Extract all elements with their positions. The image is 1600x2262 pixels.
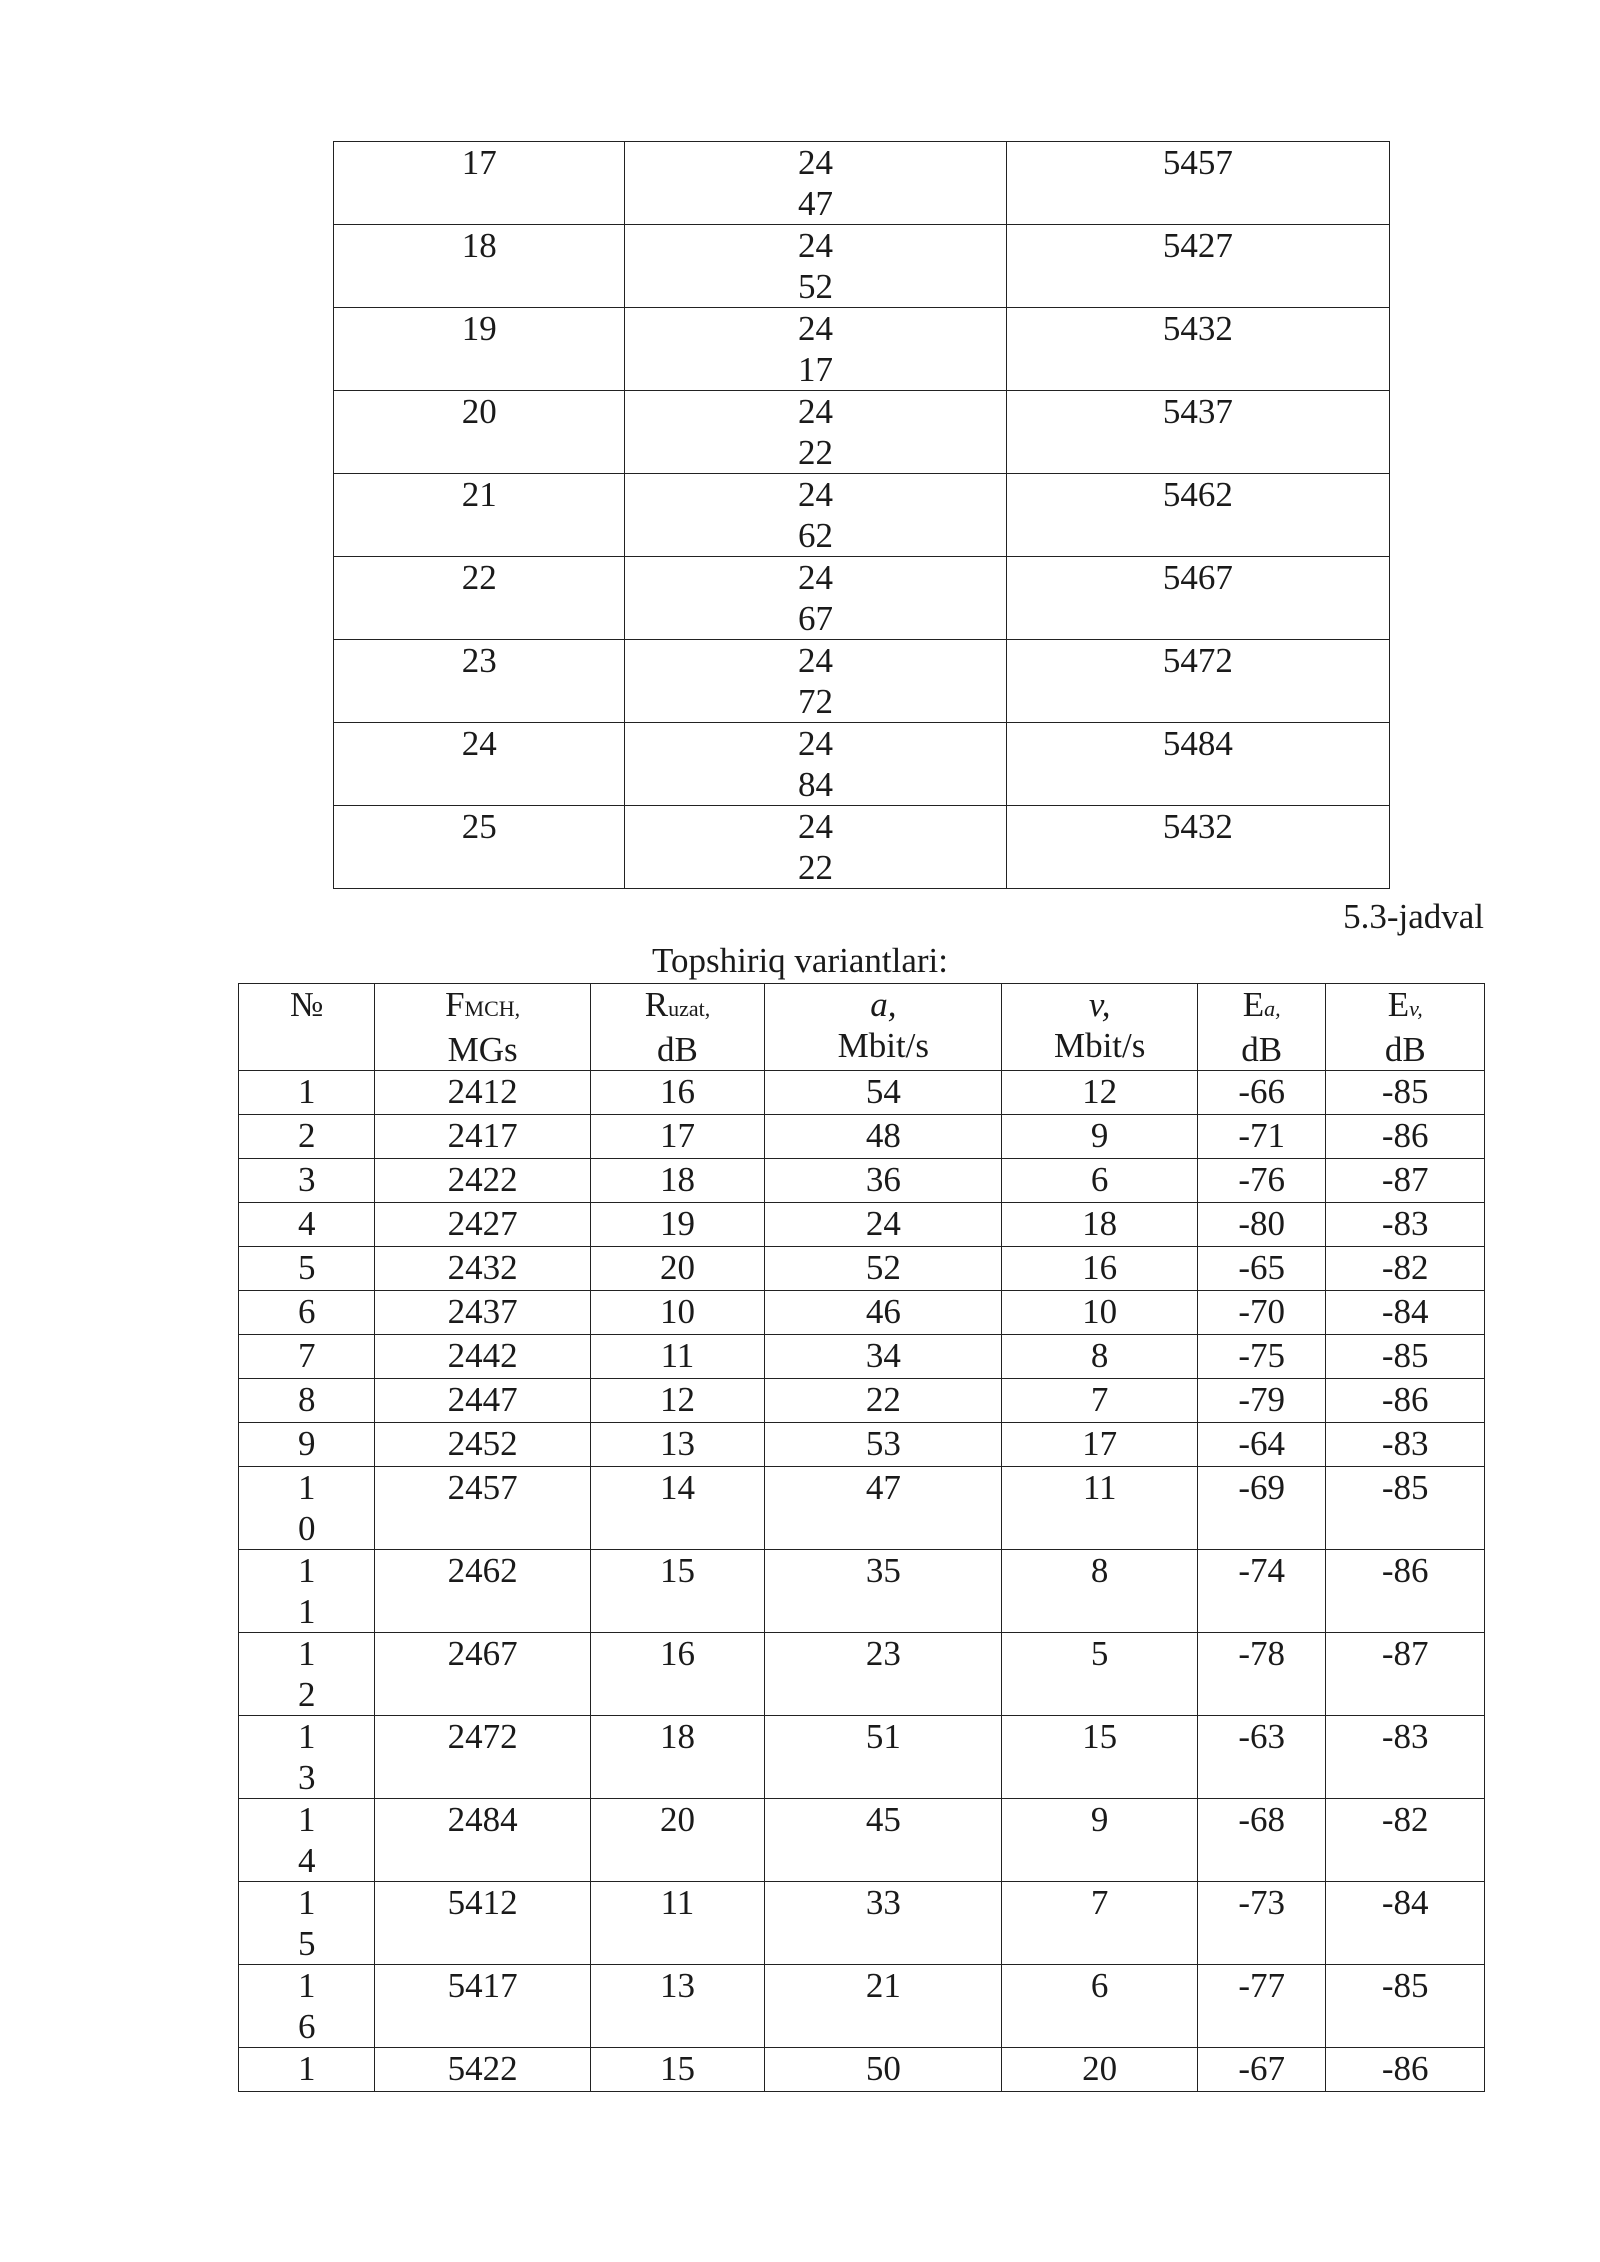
ea-cell: -79 (1197, 1379, 1326, 1423)
variant-number: 11 (297, 1551, 316, 1631)
frequency-cell: 2457 (375, 1467, 590, 1550)
header-a-unit: Mbit/s (837, 1026, 930, 1065)
frequency-cell: 5422 (375, 2048, 590, 2092)
variant-number-cell (239, 1335, 375, 1379)
frequency-cell: 2427 (375, 1203, 590, 1247)
header-number-label: № (290, 985, 324, 1024)
v-cell: 5 (1002, 1633, 1197, 1716)
variants-table-body (239, 1071, 1485, 2092)
variant-number-cell (239, 1716, 375, 1799)
split-value-second: 17 (798, 350, 834, 389)
variants-table-row (239, 1882, 1485, 1965)
ev-cell: -85 (1326, 1071, 1485, 1115)
frequency-table-row (334, 308, 1390, 391)
variants-table-row (239, 1115, 1485, 1159)
variants-table-row (239, 1799, 1485, 1882)
frequency-table-row (334, 557, 1390, 640)
v-cell: 7 (1002, 1379, 1197, 1423)
v-cell: 17 (1002, 1423, 1197, 1467)
a-cell: 35 (765, 1550, 1002, 1633)
variant-number: 6 (297, 1292, 316, 1331)
ea-cell: -63 (1197, 1716, 1326, 1799)
r-uzat-cell: 18 (590, 1159, 764, 1203)
split-value-first: 24 (798, 641, 834, 680)
ev-cell: -83 (1326, 1203, 1485, 1247)
variant-number: 8 (297, 1380, 316, 1419)
header-ea-main: E (1242, 985, 1265, 1024)
variant-number: 5 (297, 1248, 316, 1287)
variants-table-row (239, 1965, 1485, 2048)
r-uzat-cell: 15 (590, 2048, 764, 2092)
variant-number: 9 (297, 1424, 316, 1463)
split-value-cell (625, 308, 1006, 391)
variant-number: 16 (297, 1966, 316, 2046)
header-ev-unit: dB (1384, 1030, 1426, 1069)
split-value-first: 24 (798, 558, 834, 597)
header-ev-main: E (1387, 985, 1410, 1024)
r-uzat-cell: 11 (590, 1335, 764, 1379)
split-value-cell (625, 474, 1006, 557)
variant-number: 1 (297, 2049, 316, 2088)
variant-number: 12 (297, 1634, 316, 1714)
variants-table-header (239, 984, 1485, 1071)
frequency-cell: 2422 (375, 1159, 590, 1203)
a-cell: 33 (765, 1882, 1002, 1965)
a-cell: 46 (765, 1291, 1002, 1335)
split-value-second: 52 (798, 267, 834, 306)
ea-cell: -80 (1197, 1203, 1326, 1247)
ev-cell: -83 (1326, 1423, 1485, 1467)
ev-cell: -86 (1326, 1379, 1485, 1423)
split-value-second: 62 (798, 516, 834, 555)
split-value-cell (625, 391, 1006, 474)
split-value-first: 24 (798, 724, 834, 763)
ev-cell: -83 (1326, 1716, 1485, 1799)
variant-number-cell (239, 1379, 375, 1423)
variant-number-cell (239, 1423, 375, 1467)
ea-cell: -75 (1197, 1335, 1326, 1379)
ev-cell: -86 (1326, 2048, 1485, 2092)
header-r-uzat-symbol (591, 984, 764, 1029)
header-r-uzat-main: R (644, 985, 669, 1024)
a-cell: 24 (765, 1203, 1002, 1247)
variants-table-row (239, 1247, 1485, 1291)
header-r-uzat (590, 984, 764, 1071)
a-cell: 34 (765, 1335, 1002, 1379)
table-title: Topshiriq variantlari: (652, 941, 948, 980)
header-frequency-main: F (445, 985, 465, 1024)
row-number-cell: 25 (334, 806, 625, 889)
header-frequency-sub: MCH, (464, 996, 521, 1021)
variant-number-cell (239, 1291, 375, 1335)
variant-number: 2 (297, 1116, 316, 1155)
ea-cell: -73 (1197, 1882, 1326, 1965)
row-number-cell: 22 (334, 557, 625, 640)
variant-number: 4 (297, 1204, 316, 1243)
row-number-cell: 19 (334, 308, 625, 391)
header-ea (1197, 984, 1326, 1071)
frequency-cell: 2412 (375, 1071, 590, 1115)
variants-table-row (239, 1716, 1485, 1799)
v-cell: 6 (1002, 1159, 1197, 1203)
split-value-cell (625, 640, 1006, 723)
frequency-cell: 5457 (1006, 142, 1389, 225)
r-uzat-cell: 12 (590, 1379, 764, 1423)
a-cell: 45 (765, 1799, 1002, 1882)
frequency-cell: 5412 (375, 1882, 590, 1965)
frequency-cell: 2432 (375, 1247, 590, 1291)
ea-cell: -76 (1197, 1159, 1326, 1203)
frequency-cell: 2472 (375, 1716, 590, 1799)
frequency-cell: 5467 (1006, 557, 1389, 640)
r-uzat-cell: 16 (590, 1071, 764, 1115)
split-value-first: 24 (798, 807, 834, 846)
a-cell: 47 (765, 1467, 1002, 1550)
variant-number: 13 (297, 1717, 316, 1797)
split-value-second: 84 (798, 765, 834, 804)
ea-cell: -74 (1197, 1550, 1326, 1633)
header-ev-symbol (1326, 984, 1484, 1029)
frequency-cell: 5484 (1006, 723, 1389, 806)
variant-number-cell (239, 1115, 375, 1159)
variants-table-row (239, 1291, 1485, 1335)
frequency-table-body (334, 142, 1390, 889)
variant-number-cell (239, 1965, 375, 2048)
r-uzat-cell: 16 (590, 1633, 764, 1716)
split-value-cell (625, 557, 1006, 640)
variants-table-row (239, 1335, 1485, 1379)
ea-cell: -70 (1197, 1291, 1326, 1335)
variants-table (238, 983, 1485, 2092)
v-cell: 20 (1002, 2048, 1197, 2092)
variants-table-row (239, 1203, 1485, 1247)
frequency-cell: 5432 (1006, 806, 1389, 889)
frequency-cell: 5432 (1006, 308, 1389, 391)
variant-number-cell (239, 1467, 375, 1550)
ea-cell: -64 (1197, 1423, 1326, 1467)
r-uzat-cell: 19 (590, 1203, 764, 1247)
split-value-cell (625, 806, 1006, 889)
variants-table-row (239, 1423, 1485, 1467)
r-uzat-cell: 18 (590, 1716, 764, 1799)
ev-cell: -84 (1326, 1291, 1485, 1335)
frequency-cell: 2484 (375, 1799, 590, 1882)
a-cell: 36 (765, 1159, 1002, 1203)
v-cell: 7 (1002, 1882, 1197, 1965)
header-ea-symbol (1198, 984, 1326, 1029)
row-number-cell: 20 (334, 391, 625, 474)
frequency-cell: 5472 (1006, 640, 1389, 723)
v-cell: 9 (1002, 1799, 1197, 1882)
r-uzat-cell: 13 (590, 1965, 764, 2048)
split-value-second: 67 (798, 599, 834, 638)
frequency-cell: 2417 (375, 1115, 590, 1159)
split-value-first: 24 (798, 226, 834, 265)
ev-cell: -82 (1326, 1799, 1485, 1882)
frequency-table-row (334, 142, 1390, 225)
header-v (1002, 984, 1197, 1071)
header-frequency (375, 984, 590, 1071)
ev-cell: -87 (1326, 1633, 1485, 1716)
frequency-cell: 2452 (375, 1423, 590, 1467)
variants-table-row (239, 1467, 1485, 1550)
variants-table-row (239, 1379, 1485, 1423)
r-uzat-cell: 20 (590, 1247, 764, 1291)
frequency-cell: 5427 (1006, 225, 1389, 308)
ea-cell: -68 (1197, 1799, 1326, 1882)
v-cell: 11 (1002, 1467, 1197, 1550)
a-cell: 48 (765, 1115, 1002, 1159)
frequency-cell: 2467 (375, 1633, 590, 1716)
frequency-cell: 2437 (375, 1291, 590, 1335)
row-number-cell: 24 (334, 723, 625, 806)
split-value-second: 47 (798, 184, 834, 223)
ev-cell: -87 (1326, 1159, 1485, 1203)
r-uzat-cell: 13 (590, 1423, 764, 1467)
frequency-cell: 5462 (1006, 474, 1389, 557)
variant-number-cell (239, 1550, 375, 1633)
v-cell: 16 (1002, 1247, 1197, 1291)
variant-number: 14 (297, 1800, 316, 1880)
header-ev (1326, 984, 1485, 1071)
frequency-table-row (334, 391, 1390, 474)
header-r-uzat-sub: uzat, (668, 996, 711, 1021)
split-value-cell (625, 142, 1006, 225)
variant-number: 15 (297, 1883, 316, 1963)
v-cell: 6 (1002, 1965, 1197, 2048)
a-cell: 21 (765, 1965, 1002, 2048)
variants-table-row (239, 1550, 1485, 1633)
variant-number-cell (239, 1882, 375, 1965)
ea-cell: -77 (1197, 1965, 1326, 2048)
variant-number-cell (239, 1071, 375, 1115)
split-value-cell (625, 723, 1006, 806)
v-cell: 8 (1002, 1335, 1197, 1379)
ev-cell: -85 (1326, 1965, 1485, 2048)
header-a (765, 984, 1002, 1071)
a-cell: 53 (765, 1423, 1002, 1467)
variant-number: 1 (297, 1072, 316, 1111)
ev-cell: -85 (1326, 1467, 1485, 1550)
ev-cell: -82 (1326, 1247, 1485, 1291)
header-row (239, 984, 1485, 1071)
ev-cell: -85 (1326, 1335, 1485, 1379)
header-frequency-unit: MGs (447, 1030, 518, 1069)
v-cell: 8 (1002, 1550, 1197, 1633)
ev-cell: -84 (1326, 1882, 1485, 1965)
split-value-second: 22 (798, 848, 834, 887)
a-cell: 51 (765, 1716, 1002, 1799)
variant-number-cell (239, 2048, 375, 2092)
split-value-first: 24 (798, 475, 834, 514)
frequency-table-row (334, 723, 1390, 806)
r-uzat-cell: 15 (590, 1550, 764, 1633)
row-number-cell: 17 (334, 142, 625, 225)
split-value-first: 24 (798, 309, 834, 348)
header-ea-unit: dB (1241, 1030, 1283, 1069)
variant-number-cell (239, 1633, 375, 1716)
frequency-table-row (334, 640, 1390, 723)
frequency-cell: 2462 (375, 1550, 590, 1633)
header-a-main: a, (870, 985, 897, 1024)
r-uzat-cell: 20 (590, 1799, 764, 1882)
frequency-cell: 2442 (375, 1335, 590, 1379)
ea-cell: -78 (1197, 1633, 1326, 1716)
header-v-unit: Mbit/s (1053, 1026, 1146, 1065)
a-cell: 52 (765, 1247, 1002, 1291)
variants-table-row (239, 2048, 1485, 2092)
r-uzat-cell: 11 (590, 1882, 764, 1965)
ev-cell: -86 (1326, 1115, 1485, 1159)
row-number-cell: 21 (334, 474, 625, 557)
frequency-cell: 2447 (375, 1379, 590, 1423)
variant-number-cell (239, 1799, 375, 1882)
v-cell: 12 (1002, 1071, 1197, 1115)
variants-table-row (239, 1071, 1485, 1115)
ea-cell: -69 (1197, 1467, 1326, 1550)
v-cell: 18 (1002, 1203, 1197, 1247)
ev-cell: -86 (1326, 1550, 1485, 1633)
header-r-uzat-unit: dB (657, 1030, 698, 1069)
variant-number-cell (239, 1159, 375, 1203)
split-value-first: 24 (798, 143, 834, 182)
ea-cell: -67 (1197, 2048, 1326, 2092)
variants-table-row (239, 1159, 1485, 1203)
split-value-cell (625, 225, 1006, 308)
a-cell: 50 (765, 2048, 1002, 2092)
v-cell: 9 (1002, 1115, 1197, 1159)
frequency-table (333, 141, 1390, 889)
table-number-caption: 5.3-jadval (1343, 897, 1484, 936)
r-uzat-cell: 10 (590, 1291, 764, 1335)
header-v-main: v, (1088, 985, 1111, 1024)
header-ev-sub: v, (1409, 996, 1423, 1021)
variant-number-cell (239, 1203, 375, 1247)
v-cell: 10 (1002, 1291, 1197, 1335)
ea-cell: -66 (1197, 1071, 1326, 1115)
r-uzat-cell: 14 (590, 1467, 764, 1550)
frequency-table-row (334, 225, 1390, 308)
row-number-cell: 18 (334, 225, 625, 308)
split-value-second: 22 (798, 433, 834, 472)
frequency-cell: 5437 (1006, 391, 1389, 474)
frequency-table-row (334, 806, 1390, 889)
split-value-first: 24 (798, 392, 834, 431)
a-cell: 22 (765, 1379, 1002, 1423)
variants-table-row (239, 1633, 1485, 1716)
frequency-table-row (334, 474, 1390, 557)
split-value-second: 72 (798, 682, 834, 721)
variant-number: 7 (297, 1336, 316, 1375)
header-number (239, 984, 375, 1071)
r-uzat-cell: 17 (590, 1115, 764, 1159)
row-number-cell: 23 (334, 640, 625, 723)
header-ea-sub: a, (1264, 996, 1281, 1021)
variant-number: 3 (297, 1160, 316, 1199)
variant-number-cell (239, 1247, 375, 1291)
variant-number: 10 (297, 1468, 316, 1548)
header-frequency-symbol (375, 984, 589, 1029)
frequency-cell: 5417 (375, 1965, 590, 2048)
v-cell: 15 (1002, 1716, 1197, 1799)
ea-cell: -65 (1197, 1247, 1326, 1291)
ea-cell: -71 (1197, 1115, 1326, 1159)
a-cell: 23 (765, 1633, 1002, 1716)
a-cell: 54 (765, 1071, 1002, 1115)
